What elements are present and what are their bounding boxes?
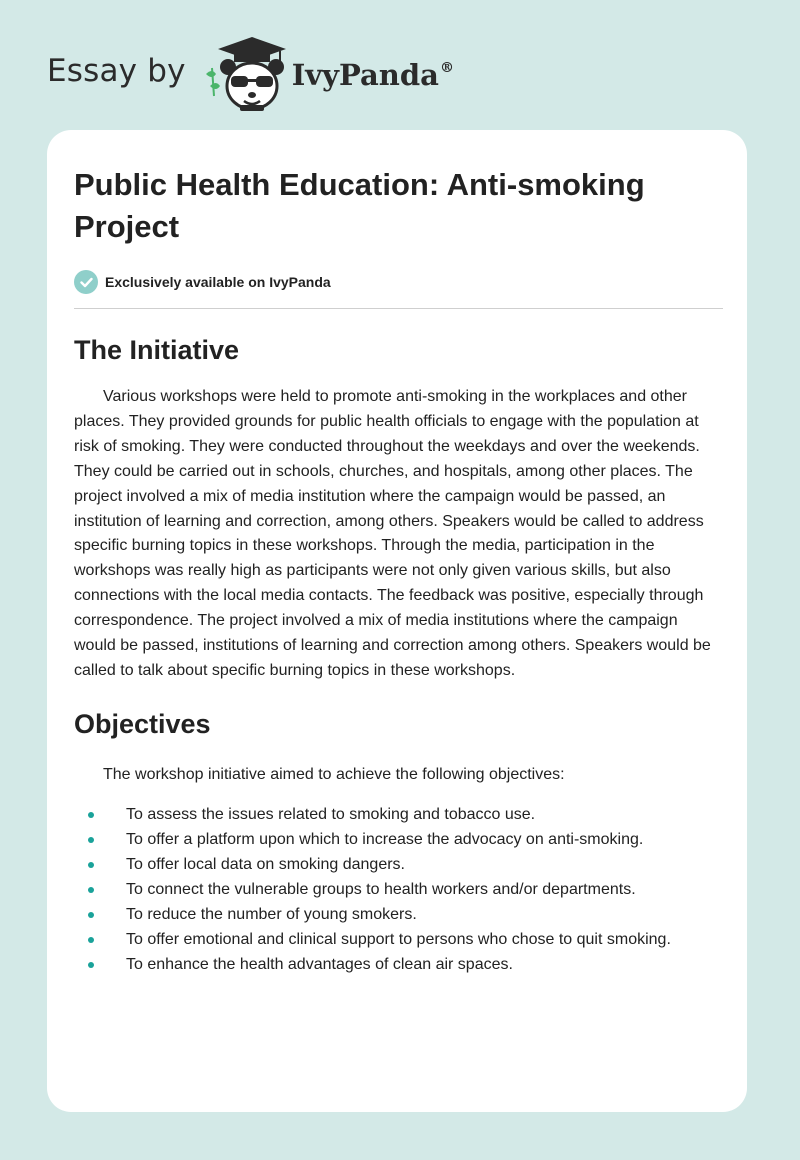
list-item-text: To offer local data on smoking dangers. xyxy=(126,855,405,873)
objectives-intro: The workshop initiative aimed to achieve the following objectives: xyxy=(103,765,565,783)
list-item xyxy=(74,877,723,902)
bullet-dot-icon xyxy=(88,912,94,918)
objectives-list xyxy=(74,802,723,977)
brand-name-text: IvyPanda xyxy=(291,58,439,92)
bullet-dot-icon xyxy=(88,962,94,968)
bullet-dot-icon xyxy=(88,862,94,868)
list-item xyxy=(74,802,723,827)
section-heading-objectives: Objectives xyxy=(74,708,211,739)
exclusive-badge-text: Exclusively available on IvyPanda xyxy=(105,274,331,290)
registered-mark: ® xyxy=(439,60,454,76)
list-item-text: To reduce the number of young smokers. xyxy=(126,905,417,923)
exclusive-badge xyxy=(74,270,723,294)
list-item-text: To enhance the health advantages of clean air spaces. xyxy=(126,955,513,973)
initiative-paragraph: Various workshops were held to promote anti-smoking in the workplaces and other places. They provided grounds for public health officials to engage with the population at risk of smoking. They were conducted throughout the weekdays and over the weekends. They could be carried out in schools, churches, and hospitals, among other places. The project involved a mix of media institution where the campaign would be passed, an institution of learning and correction, among others. Speakers would be called to address specific burning topics in these workshops. Through the media, participation in the workshops was really high as participants were not only given various skills, but also connections with the local media contacts. The feedback was positive, especially through correspondence. The project involved a mix of media institutions where the campaign would be passed, institutions of learning and correction among others. Speakers would be called to talk about specific burning topics in these workshops. xyxy=(74,388,711,679)
check-circle-icon xyxy=(74,270,98,294)
essay-title: Public Health Education: Anti-smoking Project xyxy=(74,167,645,244)
bullet-dot-icon xyxy=(88,887,94,893)
list-item-text: To offer emotional and clinical support to persons who chose to quit smoking. xyxy=(126,930,671,948)
brand-name[interactable] xyxy=(292,58,454,92)
essay-by-label: Essay by xyxy=(47,53,186,89)
panda-graduate-logo-icon[interactable] xyxy=(200,34,290,114)
list-item xyxy=(74,952,723,977)
list-item xyxy=(74,827,723,852)
essay-content xyxy=(74,164,723,977)
title-divider xyxy=(74,308,723,309)
site-header xyxy=(47,34,454,114)
list-item-text: To assess the issues related to smoking and tobacco use. xyxy=(126,805,536,823)
list-item-text: To connect the vulnerable groups to health workers and/or departments. xyxy=(126,880,636,898)
bullet-dot-icon xyxy=(88,837,94,843)
list-item xyxy=(74,902,723,927)
list-item xyxy=(74,927,723,952)
section-heading-initiative: The Initiative xyxy=(74,335,240,365)
list-item xyxy=(74,852,723,877)
bullet-dot-icon xyxy=(88,937,94,943)
essay-card xyxy=(47,130,747,1112)
list-item-text: To offer a platform upon which to increase the advocacy on anti-smoking. xyxy=(126,830,644,848)
bullet-dot-icon xyxy=(88,812,94,818)
